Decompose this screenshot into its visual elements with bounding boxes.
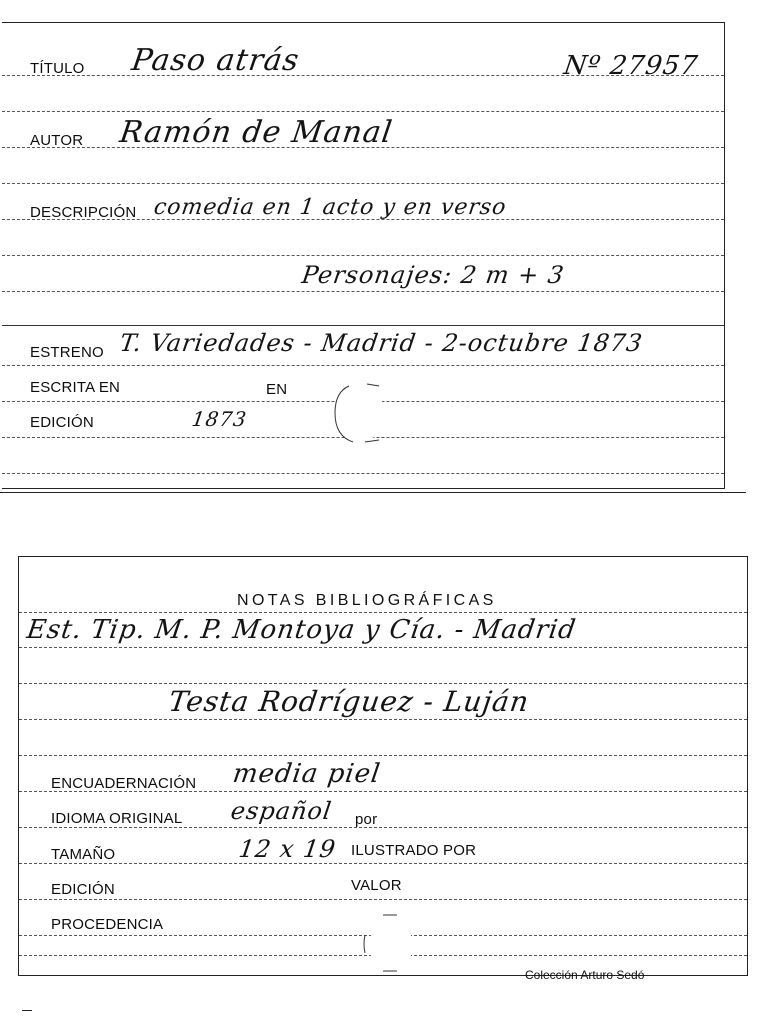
estreno-value: T. Variedades - Madrid - 2-octubre 1873 <box>118 329 645 357</box>
ilustrado-por-label: ILUSTRADO POR <box>351 842 477 859</box>
encuadernacion-value: media piel <box>230 759 383 789</box>
rule-line <box>2 325 724 326</box>
estreno-label: ESTRENO <box>30 344 104 361</box>
rule-line <box>19 863 747 864</box>
rule-line <box>2 473 724 474</box>
punch-hole-outline <box>327 378 391 448</box>
edicion-label: EDICIÓN <box>30 414 94 431</box>
edicion-value: 1873 <box>190 407 249 431</box>
idioma-original-label: IDIOMA ORIGINAL <box>51 810 183 827</box>
procedencia-label: PROCEDENCIA <box>51 916 164 933</box>
notas-bibliograficas-title: NOTAS BIBLIOGRÁFICAS <box>237 592 497 609</box>
descripcion-label: DESCRIPCIÓN <box>30 204 137 221</box>
tamano-label: TAMAÑO <box>51 846 116 863</box>
valor-label: VALOR <box>351 877 402 894</box>
por-label: por <box>355 811 378 828</box>
rule-line <box>2 291 724 292</box>
punch-hole-outline <box>353 909 423 979</box>
notes-line-2: Testa Rodríguez - Luján <box>166 685 532 718</box>
rule-line <box>19 612 747 613</box>
rule-line <box>2 111 724 112</box>
rule-line <box>19 827 747 828</box>
rule-line <box>19 755 747 756</box>
rule-line <box>19 683 747 684</box>
encuadernacion-label: ENCUADERNACIÓN <box>51 775 197 792</box>
personajes-value: Personajes: 2 m + 3 <box>300 261 567 289</box>
notes-line-1: Est. Tip. M. P. Montoya y Cía. - Madrid <box>24 615 579 645</box>
titulo-label: TÍTULO <box>30 60 85 77</box>
escrita-en-label: ESCRITA EN <box>30 379 121 396</box>
en-label: EN <box>266 381 288 398</box>
catalog-card-bottom <box>18 556 748 982</box>
descripcion-value: comedia en 1 acto y en verso <box>152 195 509 220</box>
tamano-value: 12 x 19 <box>237 835 338 863</box>
coleccion-footer: Colección Arturo Sedó <box>525 968 645 982</box>
rule-line <box>19 647 747 648</box>
page-separator <box>0 492 746 493</box>
titulo-value: Paso atrás <box>129 43 302 78</box>
rule-line <box>2 183 724 184</box>
rule-line <box>2 365 724 366</box>
rule-line <box>2 255 724 256</box>
edicion-label-bottom: EDICIÓN <box>51 881 115 898</box>
stray-mark <box>22 1010 32 1011</box>
rule-line <box>19 719 747 720</box>
autor-value: Ramón de Manal <box>117 115 395 150</box>
autor-label: AUTOR <box>30 132 84 149</box>
numero-value: Nº 27957 <box>561 51 701 81</box>
catalog-card-top <box>2 22 725 489</box>
idioma-original-value: español <box>229 797 334 825</box>
rule-line <box>19 899 747 900</box>
